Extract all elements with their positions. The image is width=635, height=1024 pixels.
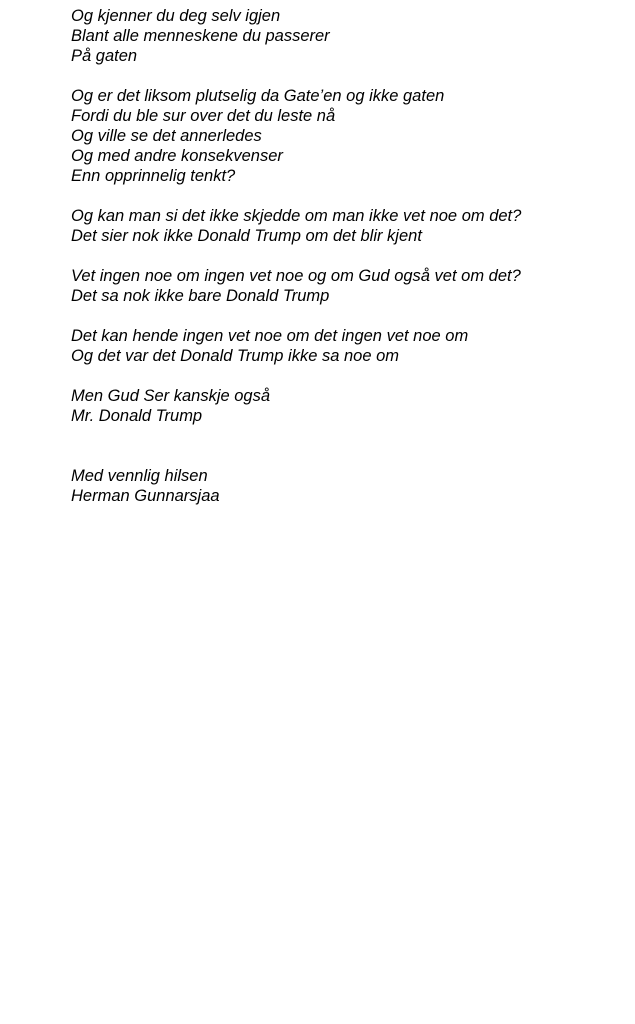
poem-line: Det sier nok ikke Donald Trump om det blir kjent xyxy=(71,227,422,245)
poem-line: Men Gud Ser kanskje også xyxy=(71,387,271,405)
stanza-1 xyxy=(71,6,611,66)
poem-line: Og ville se det annerledes xyxy=(71,127,262,145)
stanza-gap xyxy=(71,426,611,446)
stanza-gap xyxy=(71,246,611,266)
poem-line: Og med andre konsekvenser xyxy=(71,147,283,165)
poem-line: Vet ingen noe om ingen vet noe og om Gud også vet om det? xyxy=(71,267,521,285)
poem-line: Og det var det Donald Trump ikke sa noe om xyxy=(71,347,400,365)
poem-text xyxy=(71,6,611,506)
stanza-2 xyxy=(71,86,611,186)
poem-line: På gaten xyxy=(71,47,138,65)
stanza-4 xyxy=(71,266,611,306)
stanza-gap xyxy=(71,66,611,86)
poem-line: Enn opprinnelig tenkt? xyxy=(71,167,236,185)
stanza-3 xyxy=(71,206,611,246)
stanza-6 xyxy=(71,386,611,426)
poem-line: Det sa nok ikke bare Donald Trump xyxy=(71,287,330,305)
stanza-gap xyxy=(71,306,611,326)
poem-line: Fordi du ble sur over det du leste nå xyxy=(71,107,336,125)
signoff xyxy=(71,466,611,506)
signoff-name: Herman Gunnarsjaa xyxy=(71,487,220,505)
stanza-5 xyxy=(71,326,611,366)
stanza-gap xyxy=(71,446,611,466)
poem-line: Det kan hende ingen vet noe om det ingen vet noe om xyxy=(71,327,469,345)
poem-line: Og er det liksom plutselig da Gate’en og ikke gaten xyxy=(71,87,445,105)
poem-line: Og kan man si det ikke skjedde om man ikke vet noe om det? xyxy=(71,207,522,225)
stanza-gap xyxy=(71,186,611,206)
poem-line: Og kjenner du deg selv igjen xyxy=(71,7,281,25)
poem-line: Mr. Donald Trump xyxy=(71,407,203,425)
poem-line: Blant alle menneskene du passerer xyxy=(71,27,330,45)
signoff-closing: Med vennlig hilsen xyxy=(71,467,208,485)
stanza-gap xyxy=(71,366,611,386)
